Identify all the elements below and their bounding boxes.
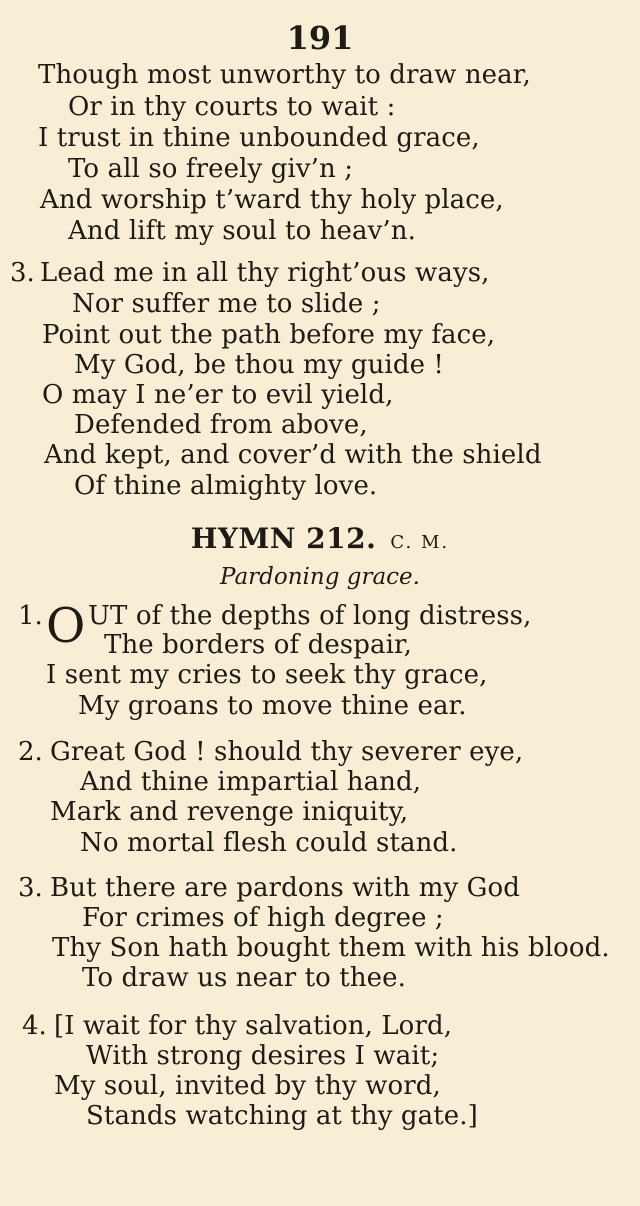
verse-line: Point out the path before my face,: [42, 320, 496, 350]
verse-line: To all so freely giv’n ;: [68, 154, 354, 184]
drop-cap: O: [46, 598, 86, 654]
verse-line: No mortal flesh could stand.: [80, 828, 458, 858]
verse-line: Mark and revenge iniquity,: [50, 797, 409, 827]
verse-line: My God, be thou my guide !: [74, 350, 444, 380]
verse-line: My soul, invited by thy word,: [54, 1071, 441, 1101]
verse-line: But there are pardons with my God: [50, 873, 521, 903]
verse-line: And lift my soul to heav’n.: [68, 216, 416, 246]
verse-line: For crimes of high degree ;: [82, 903, 444, 933]
verse-line: I sent my cries to seek thy grace,: [46, 660, 488, 690]
verse-number: 2.: [18, 737, 43, 767]
verse-line: The borders of despair,: [104, 630, 413, 660]
verse-number: 3.: [10, 258, 35, 288]
page-number: 191: [286, 19, 354, 57]
hymn-title: HYMN 212.: [190, 522, 377, 555]
verse-line: Nor suffer me to slide ;: [72, 289, 381, 319]
verse-line: Though most unworthy to draw near,: [38, 60, 531, 90]
verse-line: UT of the depths of long distress,: [88, 601, 532, 631]
verse-line: Defended from above,: [74, 410, 368, 440]
verse-number: 1.: [18, 601, 43, 631]
verse-line: Stands watching at thy gate.]: [86, 1101, 478, 1131]
hymn-heading: [0, 521, 640, 561]
verse-line: [I wait for thy salvation, Lord,: [54, 1011, 453, 1041]
verse-number: 3.: [18, 873, 43, 903]
verse-line: And kept, and cover’d with the shield: [44, 440, 542, 470]
hymn-subtitle: Pardoning grace.: [220, 564, 420, 590]
verse-line: And worship t’ward thy holy place,: [40, 185, 504, 215]
verse-line: Thy Son hath bought them with his blood.: [52, 933, 610, 963]
verse-line: Great God ! should thy severer eye,: [50, 737, 524, 767]
verse-number: 4.: [22, 1011, 47, 1041]
verse-line: With strong desires I wait;: [86, 1041, 440, 1071]
verse-line: Or in thy courts to wait :: [68, 92, 396, 122]
hymn-meter: C. M.: [390, 532, 450, 553]
verse-line: To draw us near to thee.: [82, 963, 407, 993]
verse-line: And thine impartial hand,: [80, 767, 422, 797]
verse-line: O may I ne’er to evil yield,: [42, 380, 394, 410]
verse-line: Of thine almighty love.: [74, 471, 378, 501]
verse-line: Lead me in all thy right’ous ways,: [40, 258, 490, 288]
verse-line: I trust in thine unbounded grace,: [38, 123, 480, 153]
verse-line: My groans to move thine ear.: [78, 691, 467, 721]
